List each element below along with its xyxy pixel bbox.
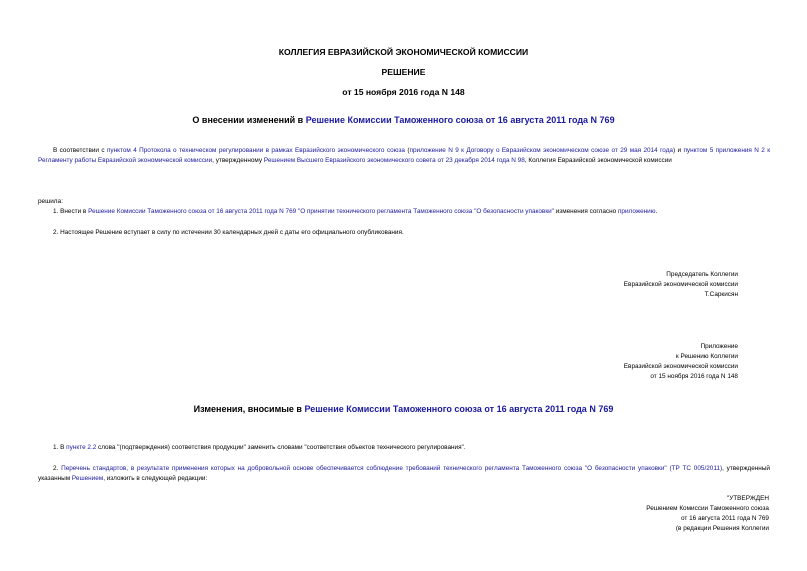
link-annex2-point5[interactable]: пунктом 5 приложения N 2 к Регламенту работы Евразийской экономической комиссии: [38, 147, 770, 164]
appendix-line: от 15 ноября 2016 года N 148: [650, 373, 738, 380]
change-text: , изложить в следующей редакции:: [103, 475, 208, 482]
change-text: 1. В: [53, 444, 67, 451]
doc-type: РЕШЕНИЕ: [381, 67, 426, 77]
approved-line: (в редакции Решения Коллегии: [675, 525, 769, 532]
doc-date: от 15 ноября 2016 года N 148: [342, 87, 465, 97]
org-title: КОЛЛЕГИЯ ЕВРАЗИЙСКОЙ ЭКОНОМИЧЕСКОЙ КОМИССИИ: [278, 47, 529, 57]
signature-line: Председатель Коллегии: [666, 271, 738, 278]
link-supreme-council-decision[interactable]: Решением Высшего Евразийского экономического совета от 23 декабря 2014 года N 98: [263, 157, 525, 164]
title-link[interactable]: Решение Комиссии Таможенного союза от 16 августа 2011 года N 769: [305, 115, 615, 125]
item-2: 2. Настоящее Решение вступает в силу по истечении 30 календарных дней с даты его официального опубликования.: [53, 229, 404, 236]
preamble-text: (: [404, 147, 410, 154]
link-decision-769-full[interactable]: Решение Комиссии Таможенного союза от 16 августа 2011 года N 769 "О принятии технического регламента Таможенного союза "О безопасности упаковки": [88, 208, 554, 215]
resolved-label: решила:: [38, 198, 63, 205]
item-text: изменения согласно: [553, 208, 618, 215]
item-text: .: [655, 208, 658, 215]
signature-line: Евразийской экономической комиссии: [623, 281, 738, 288]
item-1: [53, 207, 783, 217]
link-point-2-2[interactable]: пункте 2.2: [66, 444, 97, 451]
appendix-note: [624, 342, 738, 382]
changes-title-prefix: Изменения, вносимые в: [193, 404, 305, 414]
item-text: 1. Внести в: [53, 208, 89, 215]
change-text: 2.: [53, 465, 62, 472]
link-decision[interactable]: Решением: [71, 475, 104, 482]
changes-title-link[interactable]: Решение Комиссии Таможенного союза от 16 августа 2011 года N 769: [304, 404, 614, 414]
signature-name: Т.Саркисян: [704, 291, 738, 298]
preamble-text: , утвержденному: [212, 157, 264, 164]
preamble-text: , Коллегия Евразийской экономической комиссии: [524, 157, 672, 164]
preamble-text: ) и: [672, 147, 684, 154]
preamble-text: В соответствии с: [53, 147, 107, 154]
changes-title: [0, 404, 807, 414]
title-prefix: О внесении изменений в: [192, 115, 306, 125]
appendix-line: Приложение: [700, 343, 738, 350]
approved-line: Решением Комиссии Таможенного союза: [646, 505, 769, 512]
change-text: слова "(подтверждения) соответствия продукции" заменить словами "соответствия объектов технического регулирования".: [96, 444, 466, 451]
preamble-paragraph: [38, 146, 770, 166]
appendix-line: Евразийской экономической комиссии: [623, 363, 738, 370]
appendix-line: к Решению Коллегии: [675, 353, 738, 360]
link-annex9-treaty[interactable]: приложение N 9 к Договору о Евразийском экономическом союзе от 29 мая 2014 года: [409, 147, 673, 154]
approved-block: [646, 494, 769, 534]
change-text: , утвержденный указанным: [38, 465, 770, 482]
change-2: [38, 464, 770, 484]
link-appendix[interactable]: приложению: [617, 208, 656, 215]
link-standards-list[interactable]: Перечень стандартов, в результате применения которых на добровольной основе обеспечивается соблюдение требований технического регламента Таможенного союза "О безопасности упаковки" (ТР ТС 005/2011): [61, 465, 723, 472]
approved-line: "УТВЕРЖДЕН: [726, 495, 769, 502]
change-1: [53, 443, 466, 453]
approved-line: от 16 августа 2011 года N 769: [680, 515, 769, 522]
link-protocol-point4[interactable]: пунктом 4 Протокола о техническом регулировании в рамках Евразийского экономического союза: [106, 147, 405, 154]
signature-block: [624, 270, 738, 300]
page-title: [0, 115, 807, 125]
